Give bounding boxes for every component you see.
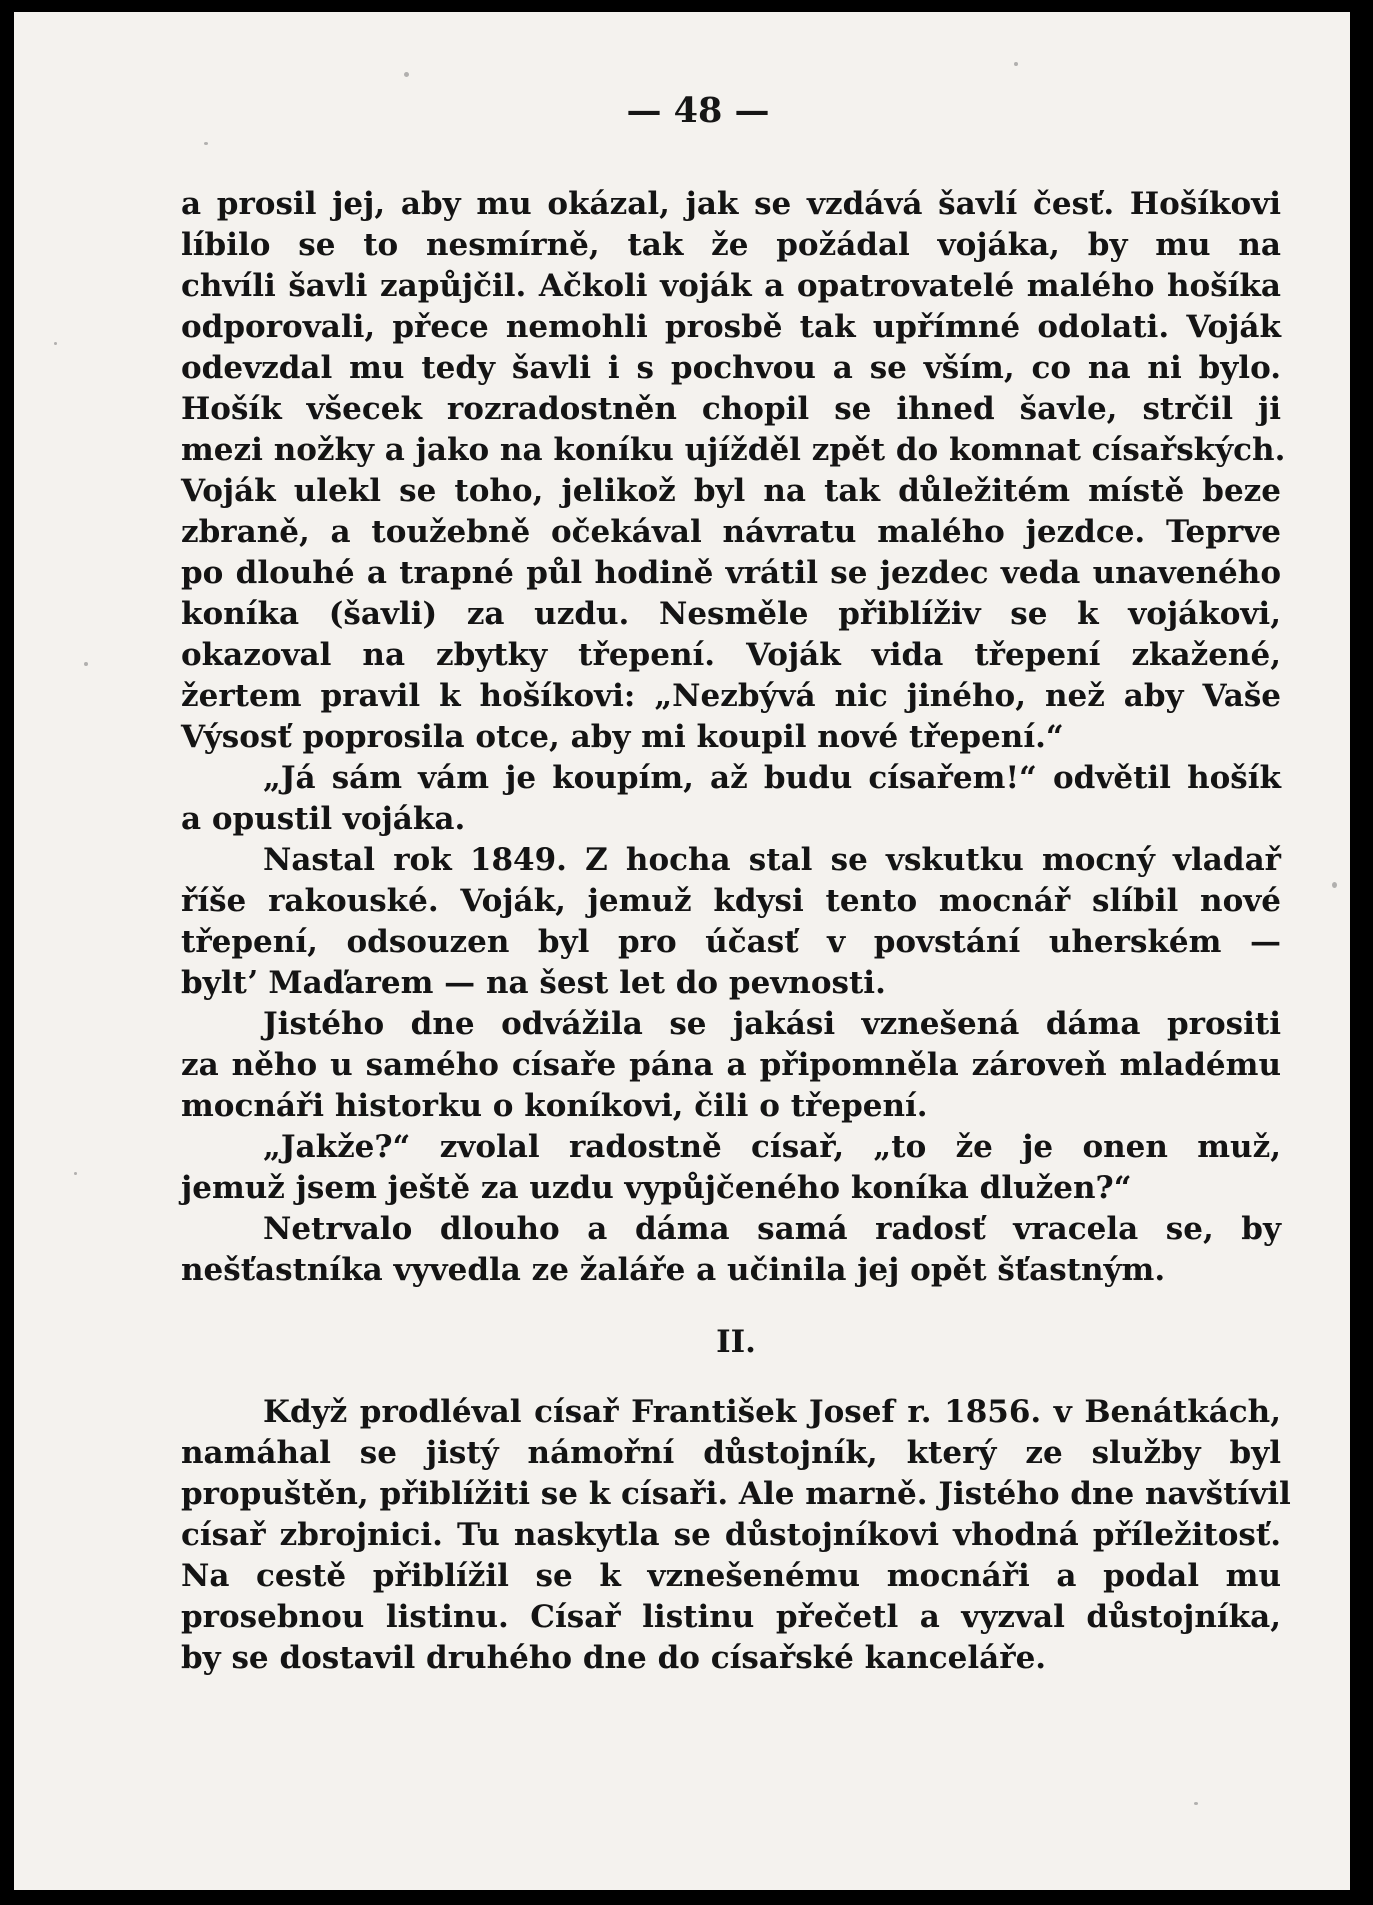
text-line: a opustil vojáka. — [181, 801, 466, 837]
text-line: prosebnou listinu. Císař listinu přečetl a vyzval důstojníka, — [181, 1599, 1281, 1635]
text-line: nešťastníka vyvedla ze žaláře a učinila jej opět šťastným. — [181, 1252, 1166, 1288]
text-line: Nastal rok 1849. Z hocha stal se vskutku mocný vladař — [263, 842, 1281, 878]
text-line: propuštěn, přiblížiti se k císaři. Ale marně. Jistého dne navštívil — [181, 1476, 1291, 1512]
text-line: po dlouhé a trapné půl hodině vrátil se jezdec veda unaveného — [181, 555, 1281, 591]
text-line: jemuž jsem ještě za uzdu vypůjčeného koníka dlužen?“ — [181, 1170, 1132, 1206]
text-line: zbraně, a toužebně očekával návratu malého jezdce. Teprve — [181, 514, 1281, 550]
text-line: namáhal se jistý námořní důstojník, který ze služby byl — [181, 1435, 1281, 1471]
text-line: líbilo se to nesmírně, tak že požádal vojáka, by mu na — [181, 227, 1281, 263]
text-line: mezi nožky a jako na koníku ujížděl zpět do komnat císařských. — [181, 432, 1286, 468]
text-line: a prosil jej, aby mu okázal, jak se vzdává šavlí česť. Hošíkovi — [181, 186, 1281, 222]
section-heading: II. — [716, 1324, 756, 1360]
text-line: za něho u samého císaře pána a připomněla zároveň mladému — [181, 1047, 1281, 1083]
text-line: Jistého dne odvážila se jakási vznešená dáma prositi — [263, 1006, 1281, 1042]
text-line: okazoval na zbytky třepení. Voják vida třepení zkažené, — [181, 637, 1281, 673]
text-line: Na cestě přiblížil se k vznešenému mocnáři a podal mu — [181, 1558, 1281, 1594]
text-line: koníka (šavli) za uzdu. Nesměle přiblíživ se k vojákovi, — [181, 596, 1281, 632]
text-line: třepení, odsouzen byl pro účasť v povstání uherském — — [181, 924, 1281, 960]
text-line: Když prodléval císař František Josef r. 1856. v Benátkách, — [263, 1394, 1281, 1430]
text-line: chvíli šavli zapůjčil. Ačkoli voják a opatrovatelé malého hošíka — [181, 268, 1281, 304]
text-line: mocnáři historku o koníkovi, čili o třepení. — [181, 1088, 928, 1124]
text-line: odporovali, přece nemohli prosbě tak upřímné odolati. Voják — [181, 309, 1281, 345]
text-line: Výsosť poprosila otce, aby mi koupil nové třepení.“ — [181, 719, 1064, 755]
text-line: „Jakže?“ zvolal radostně císař, „to že je onen muž, — [263, 1129, 1281, 1165]
text-line: císař zbrojnici. Tu naskytla se důstojníkovi vhodná příležitosť. — [181, 1517, 1281, 1553]
book-page — [14, 12, 1350, 1890]
text-line: žertem pravil k hošíkovi: „Nezbývá nic jiného, než aby Vaše — [181, 678, 1281, 714]
story-section-1 — [181, 184, 1286, 1291]
text-line: říše rakouské. Voják, jemuž kdysi tento mocnář slíbil nové — [181, 883, 1281, 919]
text-line: Voják ulekl se toho, jelikož byl na tak důležitém místě beze — [181, 473, 1281, 509]
body-text — [181, 184, 1291, 1679]
text-line: Netrvalo dlouho a dáma samá radosť vracela se, by — [263, 1211, 1281, 1247]
text-line: Hošík všecek rozradostněn chopil se ihned šavle, strčil ji — [181, 391, 1281, 427]
text-line: „Já sám vám je koupím, až budu císařem!“ odvětil hošík — [263, 760, 1281, 796]
text-line: by se dostavil druhého dne do císařské kanceláře. — [181, 1640, 1047, 1676]
story-section-2 — [181, 1392, 1291, 1679]
page-number: — 48 — — [626, 90, 770, 131]
text-line: odevzdal mu tedy šavli i s pochvou a se vším, co na ni bylo. — [181, 350, 1281, 386]
text-line: byltʼ Maďarem — na šest let do pevnosti. — [181, 965, 886, 1001]
